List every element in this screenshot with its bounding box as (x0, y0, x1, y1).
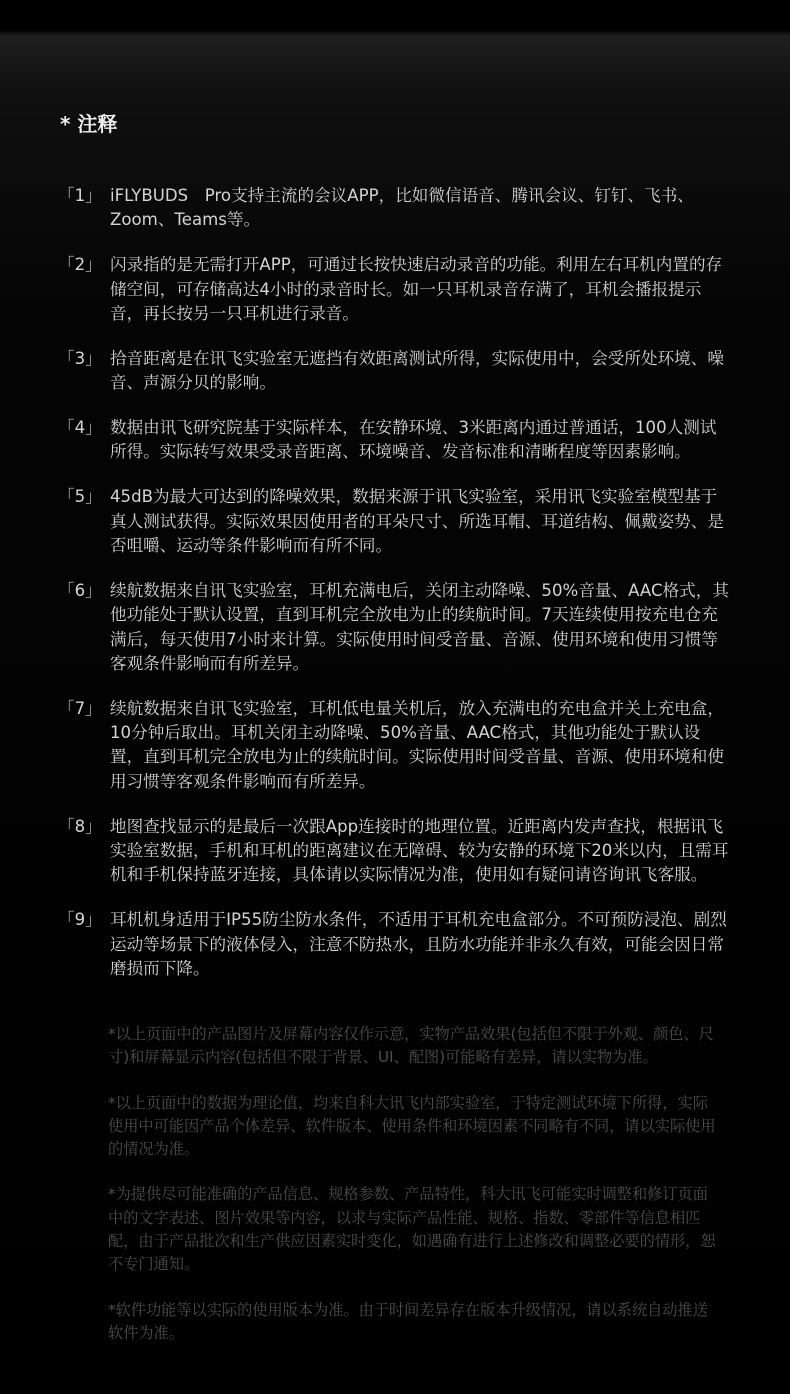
note-index: 「9」 (58, 910, 102, 930)
disclaimer-text: *为提供尽可能准确的产品信息、规格参数、产品特性，科大讯飞可能实时调整和修订页面中的文字表述、图片效果等内容，以求与实际产品性能、规格、指数、零部件等信息相匹配，由于产品批次和生产供应因素实时变化，如遇确有进行上述修改和调整必要的情形，恕不专门通知。 (108, 1185, 716, 1274)
note-index: 「5」 (58, 487, 102, 507)
note-text: 拾音距离是在讯飞实验室无遮挡有效距离测试所得，实际使用中，会受所处环境、噪音、声源分贝的影响。 (110, 348, 724, 393)
note-text: iFLYBUDS Pro支持主流的会议APP，比如微信语音、腾讯会议、钉钉、飞书、Zoom、Teams等。 (110, 186, 694, 230)
disclaimer-section (108, 1023, 722, 1367)
note-text: 闪录指的是无需打开APP，可通过长按快速启动录音的功能。利用左右耳机内置的存储空间，可存储高达4小时的录音时长。如一只耳机录音存满了，耳机会播报提示音，再长按另一只耳机进行录音。 (110, 255, 723, 323)
note-item (58, 579, 732, 676)
disclaimer-text: *以上页面中的数据为理论值，均来自科大讯飞内部实验室，于特定测试环境下所得，实际使用中可能因产品个体差异、软件版本、使用条件和环境因素不同略有不同，请以实际使用的情况为准。 (108, 1093, 716, 1159)
note-item (58, 416, 732, 465)
disclaimer-text: *软件功能等以实际的使用版本为准。由于时间差异存在版本升级情况，请以系统自动推送软件为准。 (108, 1300, 708, 1342)
note-item (58, 347, 732, 396)
note-item (58, 815, 732, 888)
note-item (58, 253, 732, 326)
note-text: 45dB为最大可达到的降噪效果，数据来源于讯飞实验室，采用讯飞实验室模型基于真人测试获得。实际效果因使用者的耳朵尺寸、所选耳帽、耳道结构、佩戴姿势、是否咀嚼、运动等条件影响而有所不同。 (110, 487, 724, 556)
note-text: 续航数据来自讯飞实验室，耳机低电量关机后，放入充满电的充电盒并关上充电盒，10分钟后取出。耳机关闭主动降噪、50%音量、AAC格式，其他功能处于默认设置，直到耳机完全放电为止的续航时间。实际使用时间受音量、音源、使用环境和使用习惯等客观条件影响而有所差异。 (110, 698, 724, 791)
note-index: 「3」 (58, 348, 102, 368)
note-item (58, 485, 732, 558)
disclaimer-text: *以上页面中的产品图片及屏幕内容仅作示意，实物产品效果(包括但不限于外观、颜色、尺寸)和屏幕显示内容(包括但不限于背景、UI、配图)可能略有差异，请以实物为准。 (108, 1025, 714, 1067)
note-item (58, 184, 732, 233)
note-index: 「1」 (58, 186, 102, 205)
note-text: 耳机机身适用于IP55防尘防水条件，不适用于耳机充电盒部分。不可预防浸泡、剧烈运动等场景下的液体侵入，注意不防热水，且防水功能并非永久有效，可能会因日常磨损而下降。 (110, 910, 727, 978)
note-text: 地图查找显示的是最后一次跟App连接时的地理位置。近距离内发声查找，根据讯飞实验室数据，手机和耳机的距离建议在无障碍、较为安静的环境下20米以内，且需耳机和手机保持蓝牙连接，具体请以实际情况为准，使用如有疑问请咨询讯飞客服。 (110, 816, 729, 885)
note-index: 「7」 (58, 698, 102, 718)
notes-title: * 注释 (60, 112, 118, 136)
note-text: 续航数据来自讯飞实验室，耳机充满电后，关闭主动降噪、50%音量、AAC格式，其他功能处于默认设置，直到耳机完全放电为止的续航时间。7天连续使用按充电仓充满后，每天使用7小时来计算。实际使用时间受音量、音源、使用环境和使用习惯等客观条件影响而有所差异。 (110, 581, 729, 673)
note-index: 「2」 (58, 255, 102, 275)
note-text: 数据由讯飞研究院基于实际样本，在安静环境、3米距离内通过普通话，100人测试所得。实际转写效果受录音距离、环境噪音、发音标准和清晰程度等因素影响。 (110, 418, 717, 462)
note-index: 「8」 (58, 816, 102, 836)
note-index: 「4」 (58, 418, 102, 438)
note-item (58, 908, 732, 981)
note-item (58, 697, 732, 794)
notes-list (58, 184, 732, 1002)
note-index: 「6」 (58, 581, 102, 600)
